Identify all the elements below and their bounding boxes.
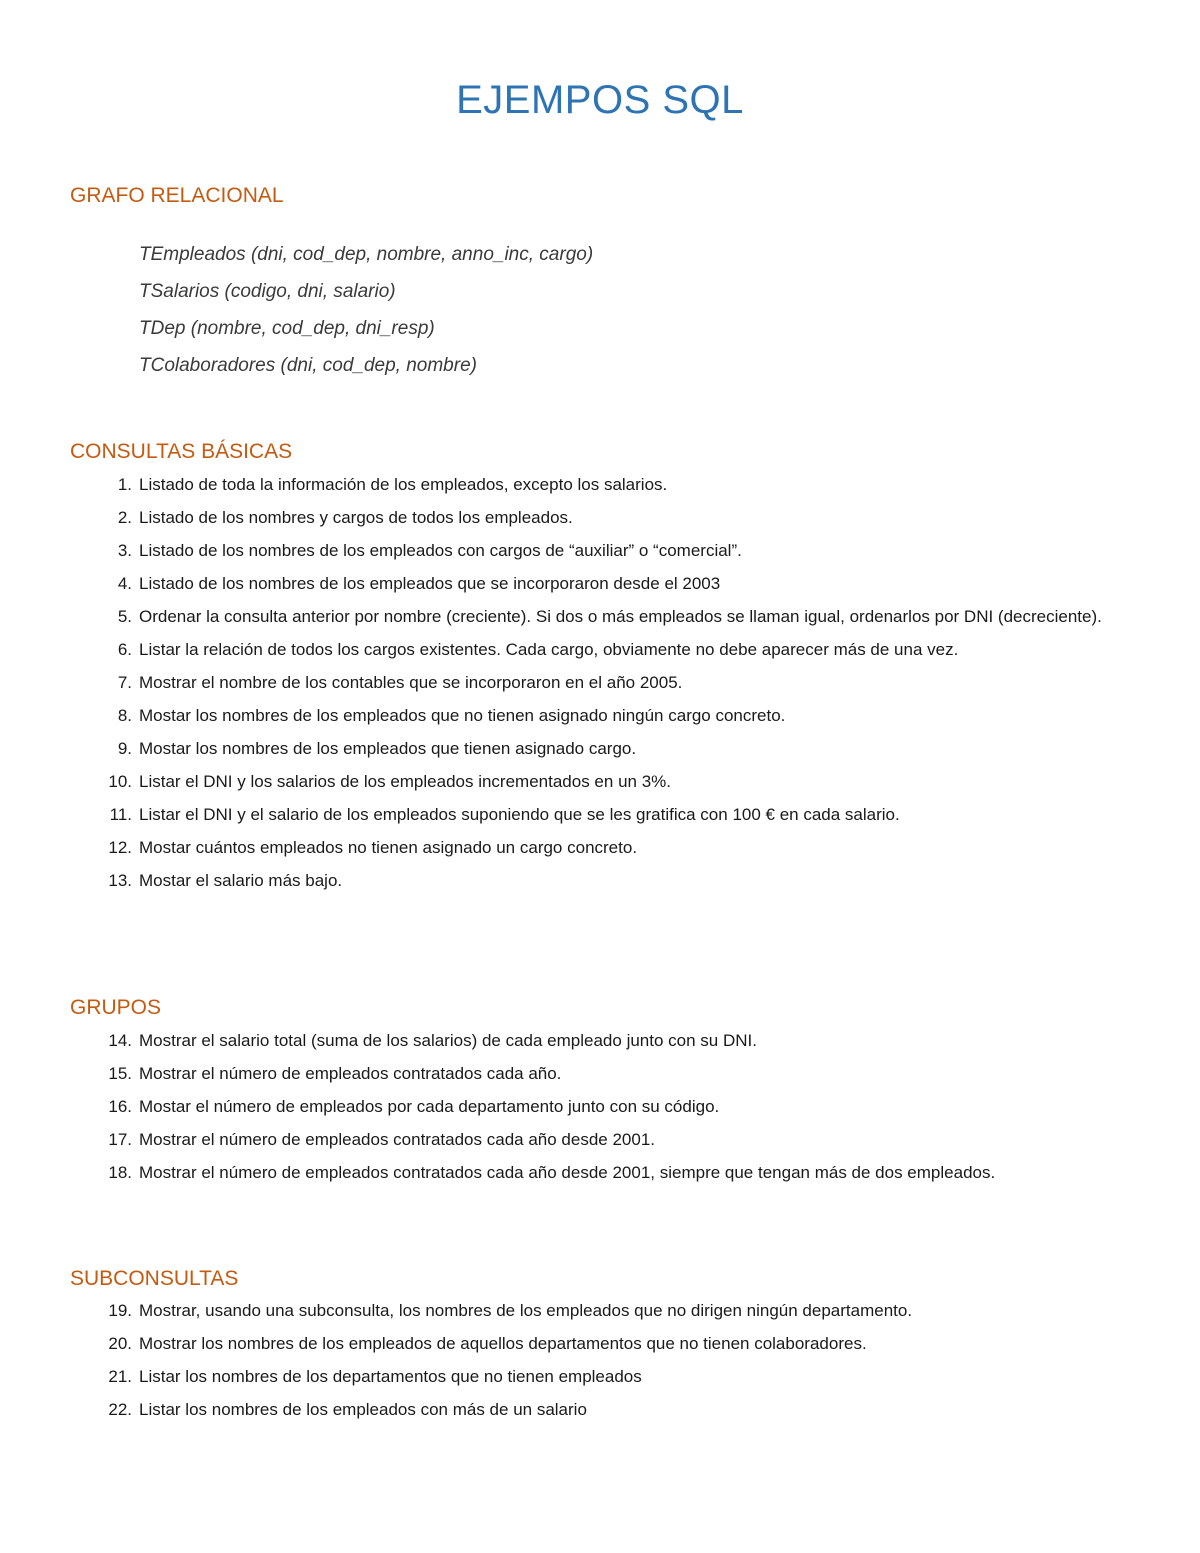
schema-line: TColaboradores (dni, cod_dep, nombre): [139, 355, 477, 376]
item-number: 20.: [108, 1334, 132, 1353]
list-item: [70, 1396, 1169, 1423]
item-text: Mostar el salario más bajo.: [139, 871, 343, 890]
item-text: Mostar cuántos empleados no tienen asignado un cargo concreto.: [139, 838, 638, 857]
item-text: Mostrar el número de empleados contratados cada año.: [139, 1064, 562, 1083]
list-item: [70, 669, 1169, 696]
item-number: 10.: [108, 772, 132, 791]
schema-line: TDep (nombre, cod_dep, dni_resp): [139, 318, 435, 339]
item-text: Listado de los nombres de los empleados con cargos de “auxiliar” o “comercial”.: [139, 541, 742, 560]
item-number: 8.: [117, 706, 132, 725]
section-heading-grafo: GRAFO RELACIONAL: [70, 184, 284, 207]
list-item: [70, 867, 1169, 894]
schema-line: TEmpleados (dni, cod_dep, nombre, anno_inc, cargo): [139, 244, 594, 265]
section-heading-subconsultas: SUBCONSULTAS: [70, 1267, 239, 1290]
item-text: Listado de toda la información de los empleados, excepto los salarios.: [139, 475, 668, 494]
item-number: 18.: [108, 1163, 132, 1182]
item-text: Listar el DNI y el salario de los empleados suponiendo que se les gratifica con 100 € en cada salario.: [139, 805, 900, 824]
list-item: [70, 735, 1169, 762]
item-number: 7.: [117, 673, 132, 692]
item-number: 4.: [117, 574, 132, 593]
item-text: Mostrar el salario total (suma de los salarios) de cada empleado junto con su DNI.: [139, 1031, 757, 1050]
list-item: [70, 1060, 1169, 1087]
list-item: [70, 471, 1169, 498]
item-number: 21.: [108, 1367, 132, 1386]
section-heading-basicas: CONSULTAS BÁSICAS: [70, 440, 293, 463]
list-item: [70, 1297, 1169, 1324]
item-number: 1.: [117, 475, 132, 494]
item-text: Mostrar los nombres de los empleados de aquellos departamentos que no tienen colaboradores.: [139, 1334, 867, 1353]
item-text: Listar la relación de todos los cargos existentes. Cada cargo, obviamente no debe aparecer más de una vez.: [139, 640, 959, 659]
schema-line: TSalarios (codigo, dni, salario): [139, 281, 396, 302]
relational-schema: [139, 236, 593, 384]
item-text: Mostrar, usando una subconsulta, los nombres de los empleados que no dirigen ningún departamento.: [139, 1301, 913, 1320]
item-number: 9.: [117, 739, 132, 758]
list-item: [70, 768, 1169, 795]
list-item: [70, 1363, 1169, 1390]
list-item: [70, 1027, 1169, 1054]
item-number: 16.: [108, 1097, 132, 1116]
item-text: Mostar los nombres de los empleados que no tienen asignado ningún cargo concreto.: [139, 706, 786, 725]
list-item: [70, 1126, 1169, 1153]
list-item: [70, 834, 1169, 861]
grupos-list: [70, 1027, 1169, 1186]
item-text: Mostar el número de empleados por cada departamento junto con su código.: [139, 1097, 720, 1116]
item-text: Listar los nombres de los departamentos que no tienen empleados: [139, 1367, 642, 1386]
item-number: 12.: [108, 838, 132, 857]
item-text: Listar el DNI y los salarios de los empleados incrementados en un 3%.: [139, 772, 671, 791]
list-item: [70, 603, 1169, 630]
item-text: Listar los nombres de los empleados con más de un salario: [139, 1400, 587, 1419]
list-item: [70, 1330, 1169, 1357]
item-number: 22.: [108, 1400, 132, 1419]
list-item: [70, 801, 1169, 828]
item-number: 2.: [117, 508, 132, 527]
list-item: [70, 636, 1169, 663]
subconsultas-list: [70, 1297, 1169, 1423]
item-number: 6.: [117, 640, 132, 659]
list-item: [70, 537, 1169, 564]
item-number: 14.: [108, 1031, 132, 1050]
item-number: 17.: [108, 1130, 132, 1149]
item-number: 15.: [108, 1064, 132, 1083]
item-text: Ordenar la consulta anterior por nombre (creciente). Si dos o más empleados se llaman igual, ordenarlos por DNI (decreciente).: [139, 607, 1102, 626]
list-item: [70, 570, 1169, 597]
item-text: Mostrar el nombre de los contables que se incorporaron en el año 2005.: [139, 673, 683, 692]
item-text: Listado de los nombres y cargos de todos los empleados.: [139, 508, 573, 527]
list-item: [70, 504, 1169, 531]
item-text: Listado de los nombres de los empleados que se incorporaron desde el 2003: [139, 574, 721, 593]
item-text: Mostrar el número de empleados contratados cada año desde 2001, siempre que tengan más de dos empleados.: [139, 1163, 996, 1182]
item-text: Mostrar el número de empleados contratados cada año desde 2001.: [139, 1130, 655, 1149]
item-number: 3.: [117, 541, 132, 560]
document-title: EJEMPOS SQL: [456, 78, 744, 122]
item-number: 5.: [117, 607, 132, 626]
basicas-list: [70, 471, 1169, 894]
item-number: 19.: [108, 1301, 132, 1320]
list-item: [70, 1093, 1169, 1120]
section-heading-grupos: GRUPOS: [70, 996, 162, 1019]
item-number: 13.: [108, 871, 132, 890]
list-item: [70, 702, 1169, 729]
list-item: [70, 1159, 1100, 1186]
item-number: 11.: [109, 805, 132, 824]
item-text: Mostar los nombres de los empleados que tienen asignado cargo.: [139, 739, 637, 758]
